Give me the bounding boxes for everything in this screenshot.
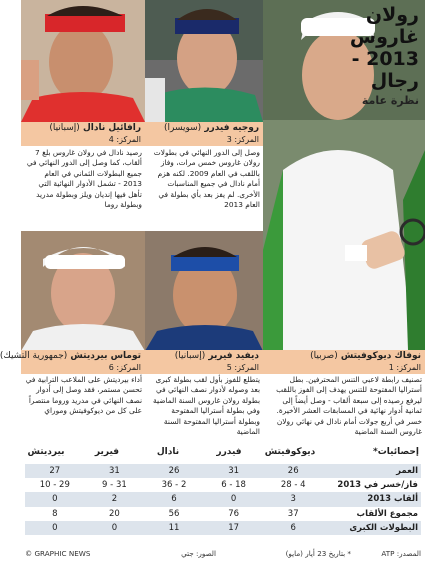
berdych-namebar [0, 350, 145, 374]
djokovic-nation: (صربيا) [310, 351, 338, 361]
nadal-nation: (إسبانيا) [49, 123, 80, 133]
cell: 31 - 9 [85, 478, 145, 492]
page-title [269, 4, 419, 107]
nadal-photo [21, 0, 145, 122]
row-label: البطولات الكبرى [323, 521, 421, 535]
federer-description: وصل إلى الدور النهائي في بطولات رولان غاروس خمس مرات، وفاز باللقب في العام 2009. لكنه هزم أمام نادال في جميع المناسبات الأخرى. لم يفز بعد بأي بطولة في العام 2013 [153, 148, 260, 210]
title-line-4: رجال [370, 70, 419, 92]
djokovic-description: تصنيف رابطة لاعبي التنس المحترفين. بطل أستراليا المفتوحة للتنس يهدف إلى الفوز باللقب ليرفع رصيده إلى سبعة ألقاب - وصل أيضاً إلى ثمانية أدوار نهائية في المسابقات العشر الأخيرة. خسر في أربع جولات أمام نادال في نهائي رولان غاروس السنة الماضية [276, 375, 422, 437]
cell: 17 [204, 521, 264, 535]
col-berdych: بيرديتش [27, 447, 65, 457]
title-line-2: غاروس [349, 26, 419, 48]
cell: 6 [263, 521, 323, 535]
cell: 11 [144, 521, 204, 535]
ferrer-photo [145, 231, 263, 351]
cell: 0 [25, 492, 85, 506]
ferrer-namebar [145, 350, 263, 374]
federer-name: روجيه فيدرر [204, 123, 259, 133]
col-ferrer: فيرير [94, 447, 120, 457]
col-djokovic: ديوكوفيتش [264, 447, 316, 457]
cell: 76 [204, 507, 264, 521]
cell: 4 - 28 [263, 478, 323, 492]
berdych-photo [21, 231, 145, 351]
footer [25, 549, 421, 563]
cell: 2 [85, 492, 145, 506]
ferrer-rank: المركز: 5 [226, 363, 259, 372]
cell: 31 [204, 464, 264, 478]
col-nadal: نادال [156, 447, 180, 457]
federer-rank: المركز: 3 [226, 135, 259, 144]
cell: 6 [144, 492, 204, 506]
cell: 37 [263, 507, 323, 521]
cell: 27 [25, 464, 85, 478]
djokovic-namebar [263, 350, 425, 374]
cell: 0 [25, 521, 85, 535]
footer-source: المصدر: ATP [381, 549, 421, 558]
cell: 0 [204, 492, 264, 506]
cell: 2 - 36 [144, 478, 204, 492]
federer-photo [145, 0, 263, 122]
table-row [25, 507, 421, 521]
stats-heading: إحصائيات* [372, 447, 419, 457]
table-row [25, 478, 421, 492]
berdych-description: أداء بيرديتش على الملاعب الترابية في تحسن مستمر، فقد وصل إلى أدوار نصف النهائي في مدريد وروما منتصراً على كل من ديوكوفيتش وموراي [25, 375, 142, 416]
cell: 8 [25, 507, 85, 521]
stats-table [25, 464, 421, 535]
djokovic-name: نوفاك ديوكوفيتش [340, 351, 421, 361]
table-row [25, 492, 421, 506]
row-label: العمر [323, 464, 421, 478]
cell: 26 [263, 464, 323, 478]
row-label: فاز/خسر في 2013 [323, 478, 421, 492]
nadal-namebar [21, 122, 145, 146]
nadal-description: رصيد نادال في رولان غاروس بلغ 7 ألقاب، كما وصل إلى الدور النهائي في جميع البطولات الثماني في العام 2013 - تشمل الأدوار النهائية التي تأهل فيها إنديان ويلز وبطولة مدريد وبطولة روما [26, 148, 142, 210]
title-line-3: 2013 - [351, 48, 419, 70]
page-subtitle: نظرة عامة [361, 94, 419, 107]
ferrer-description: يتطلع للفوز بأول لقب بطولة كبرى بعد وصوله لأدوار نصف النهائي في بطولة رولان غاروس السنة الماضية وفي بطولة أستراليا المفتوحة وبطولة أستراليا المفتوحة السنة الماضية [153, 375, 260, 437]
cell: 31 [85, 464, 145, 478]
table-row [25, 464, 421, 478]
footer-photos: الصور: جتي [181, 549, 216, 558]
federer-nation: (سويسرا) [163, 123, 202, 133]
ferrer-name: ديفيد فيرير [208, 351, 259, 361]
nadal-rank: المركز: 4 [108, 135, 141, 144]
col-federer: فيدرر [216, 447, 242, 457]
stats-header [25, 447, 421, 461]
cell: 29 - 10 [25, 478, 85, 492]
table-row [25, 521, 421, 535]
footer-note: * بتاريخ 23 أيار (مايو) [285, 549, 351, 558]
berdych-name: توماس بيرديتش [70, 351, 141, 361]
djokovic-rank: المركز: 1 [388, 363, 421, 372]
cell: 26 [144, 464, 204, 478]
ferrer-nation: (إسبانيا) [174, 351, 206, 361]
footer-credit: © GRAPHIC NEWS [25, 549, 91, 558]
cell: 0 [85, 521, 145, 535]
cell: 56 [144, 507, 204, 521]
federer-namebar [145, 122, 263, 146]
cell: 18 - 6 [204, 478, 264, 492]
berdych-rank: المركز: 6 [108, 363, 141, 372]
row-label: ألقاب 2013 [323, 492, 421, 506]
title-line-1: رولان [365, 4, 419, 26]
row-label: مجموع الألقاب [323, 507, 421, 521]
berdych-nation: (جمهورية التشيك) [0, 351, 68, 361]
nadal-name: رافائيل نادال [82, 123, 141, 133]
cell: 20 [85, 507, 145, 521]
cell: 3 [263, 492, 323, 506]
